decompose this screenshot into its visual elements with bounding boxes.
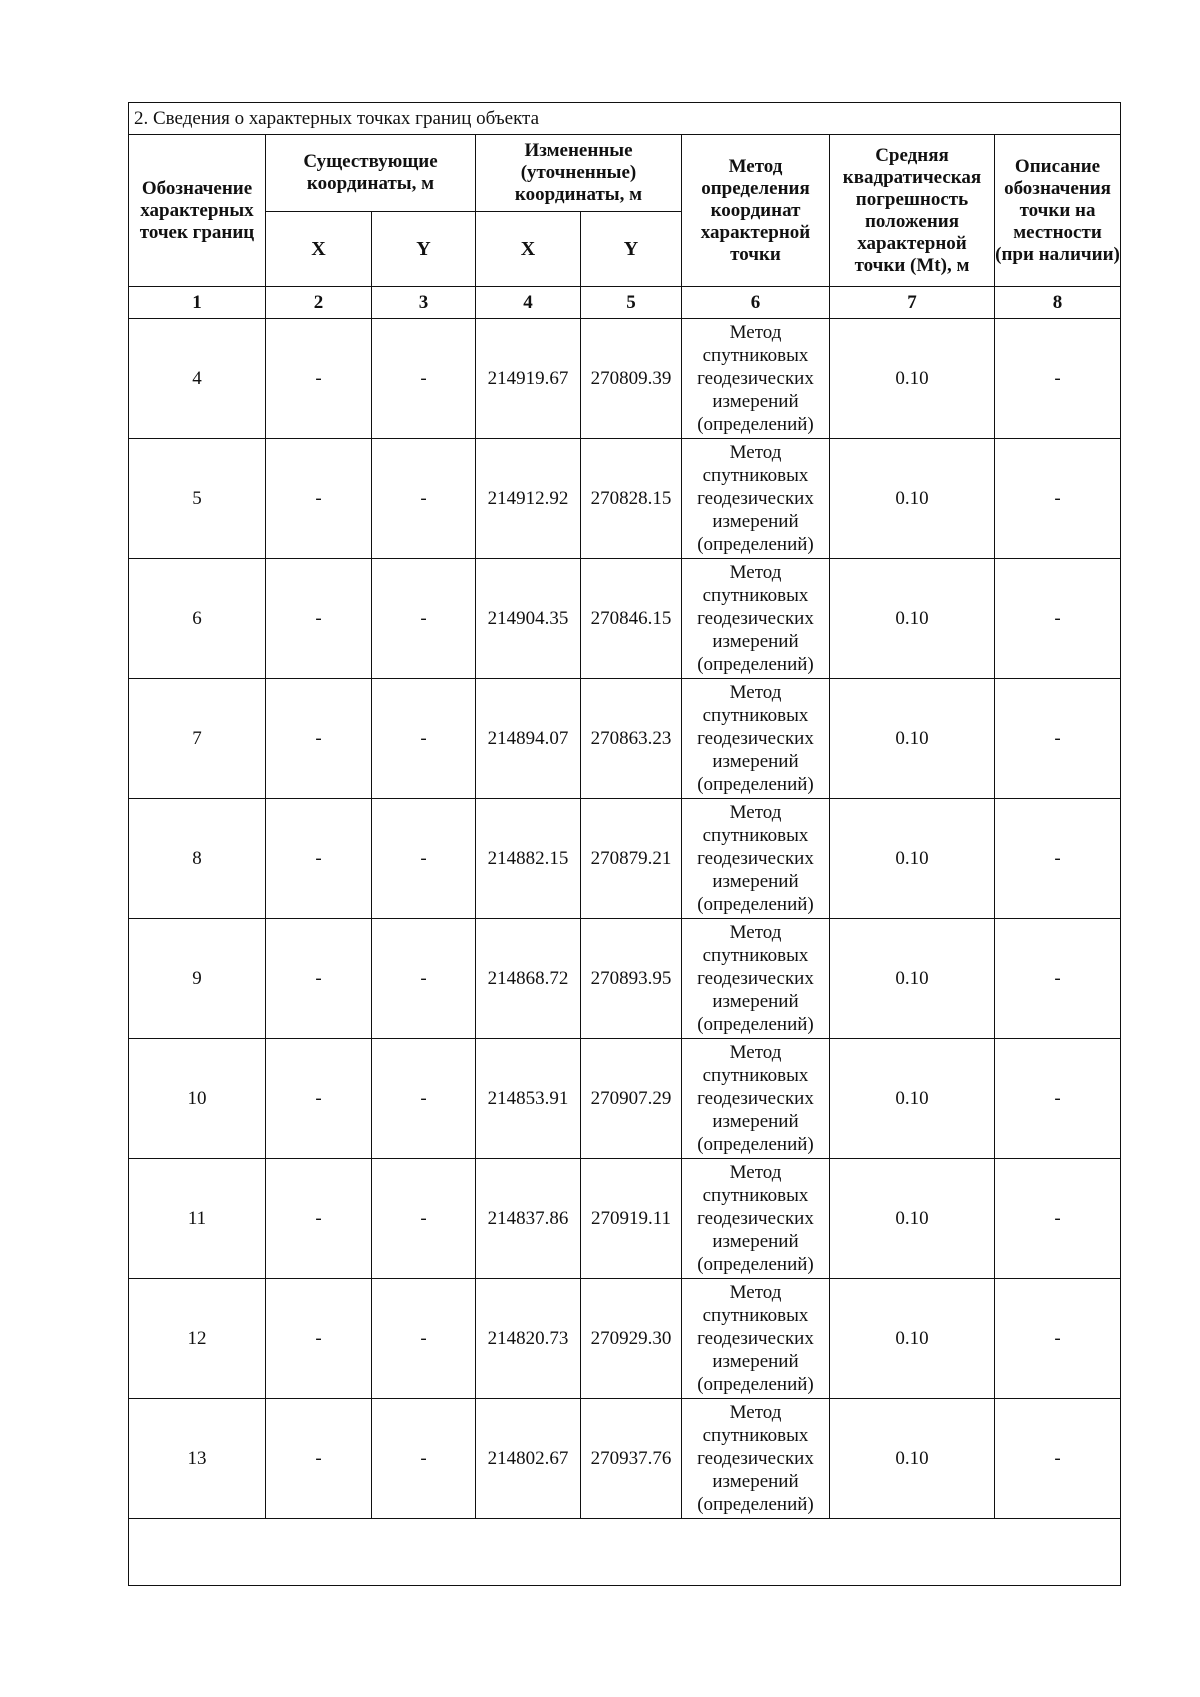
table-row — [129, 1039, 1121, 1159]
header-existing-x: X — [266, 212, 372, 287]
existing-y-cell: - — [372, 439, 476, 559]
point-designation-cell: 12 — [129, 1279, 266, 1399]
point-designation-cell: 5 — [129, 439, 266, 559]
table-row — [129, 679, 1121, 799]
header-changed-y: Y — [581, 212, 682, 287]
header-existing-coordinates: Существующие координаты, м — [266, 135, 476, 212]
changed-x-cell: 214894.07 — [476, 679, 581, 799]
changed-y-cell: 270879.21 — [581, 799, 682, 919]
method-cell: Метод спутниковых геодезических измерений (определений) — [682, 439, 830, 559]
existing-x-cell: - — [266, 679, 372, 799]
header-mean-square-error: Средняя квадратическая погрешность положения характерной точки (Mt), м — [830, 135, 995, 287]
method-cell: Метод спутниковых геодезических измерений (определений) — [682, 1399, 830, 1519]
section-title: 2. Сведения о характерных точках границ объекта — [129, 103, 1121, 135]
existing-y-cell: - — [372, 1159, 476, 1279]
table-row — [129, 319, 1121, 439]
table-row — [129, 559, 1121, 679]
mean-square-error-cell: 0.10 — [830, 1279, 995, 1399]
changed-y-cell: 270863.23 — [581, 679, 682, 799]
point-description-cell: - — [995, 1279, 1121, 1399]
changed-x-cell: 214853.91 — [476, 1039, 581, 1159]
existing-x-cell: - — [266, 1279, 372, 1399]
existing-y-cell: - — [372, 679, 476, 799]
point-designation-cell: 10 — [129, 1039, 266, 1159]
column-number: 2 — [266, 287, 372, 319]
point-designation-cell: 11 — [129, 1159, 266, 1279]
mean-square-error-cell: 0.10 — [830, 559, 995, 679]
changed-y-cell: 270846.15 — [581, 559, 682, 679]
existing-x-cell: - — [266, 1039, 372, 1159]
table-row — [129, 919, 1121, 1039]
existing-y-cell: - — [372, 919, 476, 1039]
mean-square-error-cell: 0.10 — [830, 439, 995, 559]
method-cell: Метод спутниковых геодезических измерений (определений) — [682, 1039, 830, 1159]
changed-y-cell: 270809.39 — [581, 319, 682, 439]
existing-y-cell: - — [372, 319, 476, 439]
changed-x-cell: 214904.35 — [476, 559, 581, 679]
boundary-points-table — [128, 102, 1121, 1586]
point-description-cell: - — [995, 1039, 1121, 1159]
header-point-description: Описание обозначения точки на местности (при наличии) — [995, 135, 1121, 287]
changed-x-cell: 214868.72 — [476, 919, 581, 1039]
header-point-designation: Обозначение характерных точек границ — [129, 135, 266, 287]
point-description-cell: - — [995, 799, 1121, 919]
header-existing-y: Y — [372, 212, 476, 287]
mean-square-error-cell: 0.10 — [830, 1399, 995, 1519]
method-cell: Метод спутниковых геодезических измерений (определений) — [682, 319, 830, 439]
point-description-cell: - — [995, 319, 1121, 439]
point-designation-cell: 8 — [129, 799, 266, 919]
existing-x-cell: - — [266, 1159, 372, 1279]
changed-y-cell: 270919.11 — [581, 1159, 682, 1279]
point-designation-cell: 13 — [129, 1399, 266, 1519]
header-changed-x: X — [476, 212, 581, 287]
changed-x-cell: 214882.15 — [476, 799, 581, 919]
changed-x-cell: 214912.92 — [476, 439, 581, 559]
column-number: 3 — [372, 287, 476, 319]
existing-x-cell: - — [266, 1399, 372, 1519]
existing-y-cell: - — [372, 1399, 476, 1519]
changed-x-cell: 214837.86 — [476, 1159, 581, 1279]
method-cell: Метод спутниковых геодезических измерений (определений) — [682, 799, 830, 919]
column-number: 1 — [129, 287, 266, 319]
point-designation-cell: 9 — [129, 919, 266, 1039]
existing-x-cell: - — [266, 439, 372, 559]
point-designation-cell: 4 — [129, 319, 266, 439]
column-number: 5 — [581, 287, 682, 319]
existing-x-cell: - — [266, 919, 372, 1039]
table-row — [129, 799, 1121, 919]
changed-x-cell: 214919.67 — [476, 319, 581, 439]
mean-square-error-cell: 0.10 — [830, 319, 995, 439]
point-description-cell: - — [995, 679, 1121, 799]
point-description-cell: - — [995, 1159, 1121, 1279]
method-cell: Метод спутниковых геодезических измерений (определений) — [682, 1279, 830, 1399]
header-method: Метод определения координат характерной точки — [682, 135, 830, 287]
mean-square-error-cell: 0.10 — [830, 1159, 995, 1279]
header-changed-coordinates: Измененные (уточненные) координаты, м — [476, 135, 682, 212]
existing-y-cell: - — [372, 1279, 476, 1399]
existing-x-cell: - — [266, 319, 372, 439]
empty-footer-cell — [129, 1519, 1121, 1586]
mean-square-error-cell: 0.10 — [830, 919, 995, 1039]
table-row — [129, 1159, 1121, 1279]
point-description-cell: - — [995, 1399, 1121, 1519]
method-cell: Метод спутниковых геодезических измерений (определений) — [682, 1159, 830, 1279]
existing-y-cell: - — [372, 799, 476, 919]
column-number-row — [129, 287, 1121, 319]
existing-y-cell: - — [372, 559, 476, 679]
existing-y-cell: - — [372, 1039, 476, 1159]
column-number: 4 — [476, 287, 581, 319]
column-number: 8 — [995, 287, 1121, 319]
changed-y-cell: 270907.29 — [581, 1039, 682, 1159]
point-description-cell: - — [995, 919, 1121, 1039]
changed-x-cell: 214820.73 — [476, 1279, 581, 1399]
point-description-cell: - — [995, 439, 1121, 559]
mean-square-error-cell: 0.10 — [830, 679, 995, 799]
point-description-cell: - — [995, 559, 1121, 679]
column-number: 7 — [830, 287, 995, 319]
existing-x-cell: - — [266, 559, 372, 679]
mean-square-error-cell: 0.10 — [830, 799, 995, 919]
changed-y-cell: 270937.76 — [581, 1399, 682, 1519]
mean-square-error-cell: 0.10 — [830, 1039, 995, 1159]
document-sheet — [128, 102, 1120, 1586]
method-cell: Метод спутниковых геодезических измерений (определений) — [682, 919, 830, 1039]
column-number: 6 — [682, 287, 830, 319]
table-row — [129, 1279, 1121, 1399]
table-row — [129, 439, 1121, 559]
changed-y-cell: 270893.95 — [581, 919, 682, 1039]
changed-y-cell: 270828.15 — [581, 439, 682, 559]
point-designation-cell: 6 — [129, 559, 266, 679]
changed-y-cell: 270929.30 — [581, 1279, 682, 1399]
existing-x-cell: - — [266, 799, 372, 919]
table-footer-row — [129, 1519, 1121, 1586]
method-cell: Метод спутниковых геодезических измерений (определений) — [682, 679, 830, 799]
table-row — [129, 1399, 1121, 1519]
point-designation-cell: 7 — [129, 679, 266, 799]
method-cell: Метод спутниковых геодезических измерений (определений) — [682, 559, 830, 679]
changed-x-cell: 214802.67 — [476, 1399, 581, 1519]
